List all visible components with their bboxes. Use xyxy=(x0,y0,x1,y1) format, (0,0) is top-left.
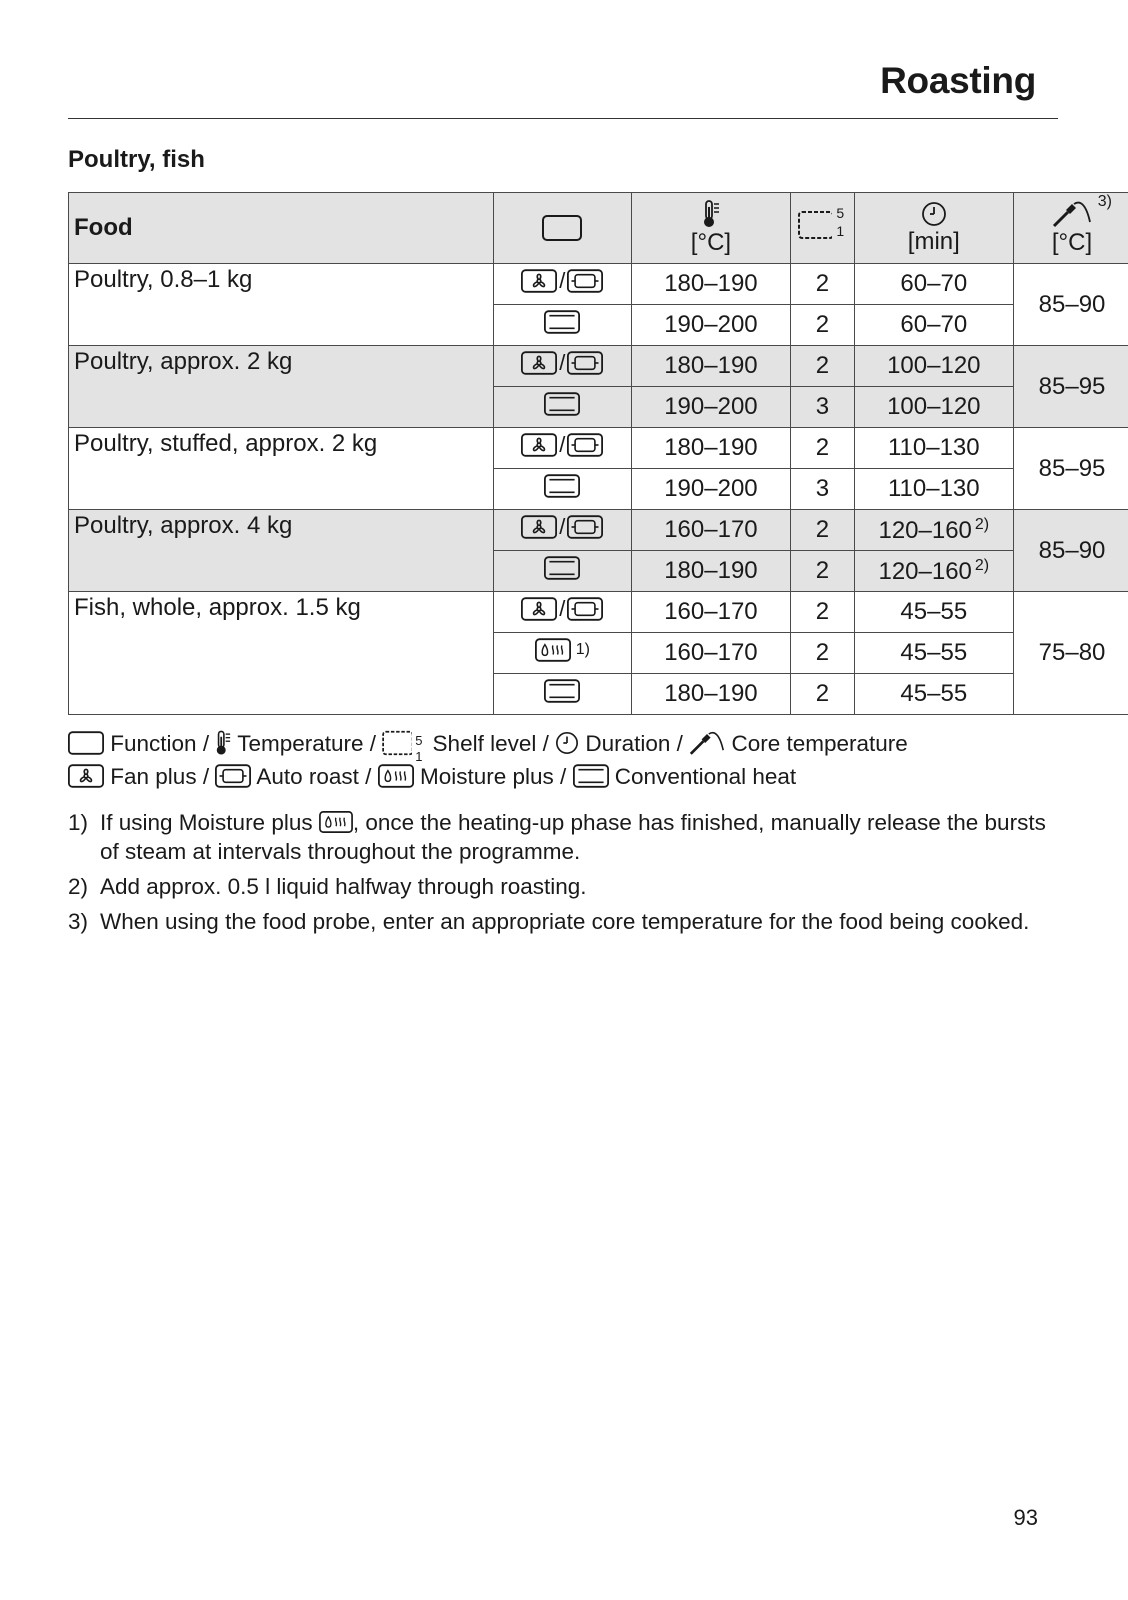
function-conventional-heat xyxy=(544,392,580,416)
food-cell: Poultry, stuffed, approx. 2 kg xyxy=(69,428,494,510)
conventional-heat-icon xyxy=(544,310,580,334)
thermometer-icon xyxy=(702,200,720,228)
moisture-plus-icon xyxy=(319,811,353,833)
temperature-cell: 180–190 xyxy=(631,551,791,592)
legend-conventional: Conventional heat xyxy=(614,764,797,789)
duration-value: 60–70 xyxy=(900,311,968,338)
temperature-cell: 160–170 xyxy=(631,510,791,551)
function-cell xyxy=(494,387,632,428)
duration-value: 110–130 xyxy=(887,475,980,502)
page-title: Roasting xyxy=(880,60,1036,101)
footnote-text-part: , once the heating-up phase has finished, manually release the bursts of steam at intervals throughout the programme. xyxy=(100,810,1046,864)
duration-value: 45–55 xyxy=(900,598,968,625)
header-duration xyxy=(854,193,1014,264)
header-shelf xyxy=(791,193,854,264)
footnote-ref: 2) xyxy=(974,556,990,574)
function-cell xyxy=(494,510,632,551)
slash: / xyxy=(559,514,566,539)
header-function xyxy=(494,193,632,264)
core-temperature-cell: 75–80 xyxy=(1014,592,1128,715)
food-cell: Poultry, approx. 2 kg xyxy=(69,346,494,428)
function-fan-plus-auto-roast xyxy=(521,596,603,622)
function-conventional-heat xyxy=(544,310,580,334)
function-icon xyxy=(68,731,104,755)
legend-core: Core temperature xyxy=(731,731,908,756)
temperature-cell: 160–170 xyxy=(631,592,791,633)
header-rule xyxy=(68,118,1058,119)
core-temperature-cell: 85–90 xyxy=(1014,510,1128,592)
legend-shelf-bottom: 1 xyxy=(415,749,423,765)
duration-cell xyxy=(854,551,1014,592)
auto-roast-icon xyxy=(567,351,603,375)
shelf-cell: 3 xyxy=(791,469,854,510)
duration-value: 120–160 xyxy=(878,557,972,585)
duration-cell xyxy=(854,592,1014,633)
footnote-number: 3) xyxy=(68,909,89,934)
shelf-level-icon xyxy=(798,204,846,241)
duration-cell xyxy=(854,305,1014,346)
moisture-plus-icon xyxy=(378,764,414,788)
table-row xyxy=(69,428,1128,469)
thermometer-icon xyxy=(215,730,231,756)
table-header-row xyxy=(69,193,1128,264)
food-cell: Poultry, approx. 4 kg xyxy=(69,510,494,592)
footnote-number: 2) xyxy=(68,874,89,899)
section-title: Poultry, fish xyxy=(68,146,205,173)
shelf-cell: 2 xyxy=(791,264,854,305)
function-cell xyxy=(494,633,632,674)
shelf-cell: 2 xyxy=(791,428,854,469)
footnote-3 xyxy=(68,907,1058,936)
function-cell xyxy=(494,428,632,469)
auto-roast-icon xyxy=(567,597,603,621)
function-fan-plus-auto-roast xyxy=(521,268,603,294)
auto-roast-icon xyxy=(567,515,603,539)
auto-roast-icon xyxy=(567,433,603,457)
auto-roast-icon xyxy=(567,269,603,293)
slash: / xyxy=(559,596,566,621)
duration-cell xyxy=(854,633,1014,674)
fan-plus-icon xyxy=(521,351,557,375)
roasting-table xyxy=(68,192,1128,715)
legend-row-functions xyxy=(68,760,908,793)
shelf-cell: 2 xyxy=(791,510,854,551)
table-row xyxy=(69,346,1128,387)
function-fan-plus-auto-roast xyxy=(521,514,603,540)
shelf-level-icon xyxy=(382,729,426,765)
duration-value: 60–70 xyxy=(900,270,968,297)
duration-unit: [min] xyxy=(907,228,960,255)
table-row xyxy=(69,510,1128,551)
duration-cell xyxy=(854,469,1014,510)
slash: / xyxy=(559,432,566,457)
food-cell: Poultry, 0.8–1 kg xyxy=(69,264,494,346)
food-probe-icon xyxy=(689,730,725,756)
fan-plus-icon xyxy=(521,597,557,621)
legend xyxy=(68,727,908,793)
slash: / xyxy=(559,268,566,293)
conventional-heat-icon xyxy=(544,556,580,580)
fan-plus-icon xyxy=(68,764,104,788)
shelf-cell: 2 xyxy=(791,592,854,633)
duration-value: 120–160 xyxy=(878,516,972,544)
duration-cell xyxy=(854,510,1014,551)
duration-cell xyxy=(854,674,1014,715)
conventional-heat-icon xyxy=(573,764,609,788)
function-cell xyxy=(494,592,632,633)
fan-plus-icon xyxy=(521,515,557,539)
legend-duration: Duration / xyxy=(585,731,683,756)
fan-plus-icon xyxy=(521,269,557,293)
temperature-cell: 190–200 xyxy=(631,305,791,346)
function-cell xyxy=(494,469,632,510)
legend-moisture-plus: Moisture plus / xyxy=(419,764,567,789)
duration-cell xyxy=(854,264,1014,305)
shelf-bottom-label: 1 xyxy=(836,222,845,239)
duration-value: 100–120 xyxy=(887,352,981,379)
legend-shelf-top: 5 xyxy=(415,733,423,749)
function-moisture-plus xyxy=(535,638,590,662)
footnote-ref: 2) xyxy=(974,515,990,533)
core-temperature-cell: 85–95 xyxy=(1014,346,1128,428)
function-conventional-heat xyxy=(544,556,580,580)
duration-value: 110–130 xyxy=(887,434,980,461)
function-fan-plus-auto-roast xyxy=(521,432,603,458)
shelf-cell: 2 xyxy=(791,633,854,674)
clock-icon xyxy=(555,731,579,755)
function-conventional-heat xyxy=(544,679,580,703)
footnote-text-part: If using Moisture plus xyxy=(100,810,313,835)
shelf-cell: 3 xyxy=(791,387,854,428)
header-core-temperature xyxy=(1014,193,1128,264)
footnote-1 xyxy=(68,808,1058,866)
function-fan-plus-auto-roast xyxy=(521,350,603,376)
header-food: Food xyxy=(69,193,494,264)
footnote-text: When using the food probe, enter an appropriate core temperature for the food being cooked. xyxy=(100,909,1030,934)
duration-value: 45–55 xyxy=(900,639,968,666)
table-row xyxy=(69,592,1128,633)
conventional-heat-icon xyxy=(544,474,580,498)
temperature-cell: 190–200 xyxy=(631,387,791,428)
fan-plus-icon xyxy=(521,433,557,457)
conventional-heat-icon xyxy=(544,679,580,703)
table-row xyxy=(69,264,1128,305)
function-cell xyxy=(494,264,632,305)
duration-cell xyxy=(854,346,1014,387)
footnote-2 xyxy=(68,872,1058,901)
clock-icon xyxy=(921,201,947,227)
shelf-cell: 2 xyxy=(791,305,854,346)
page-number: 93 xyxy=(1013,1505,1038,1530)
function-icon xyxy=(542,215,582,241)
shelf-cell: 2 xyxy=(791,674,854,715)
duration-cell xyxy=(854,428,1014,469)
footnote-ref: 1) xyxy=(575,640,590,658)
core-unit: [°C] xyxy=(1051,229,1093,256)
auto-roast-icon xyxy=(215,764,251,788)
legend-shelf: Shelf level / xyxy=(432,731,549,756)
temperature-cell: 180–190 xyxy=(631,428,791,469)
legend-row-columns xyxy=(68,727,908,765)
temperature-cell: 190–200 xyxy=(631,469,791,510)
duration-value: 45–55 xyxy=(900,680,968,707)
shelf-cell: 2 xyxy=(791,346,854,387)
core-footnote-ref: 3) xyxy=(1097,193,1112,210)
duration-cell xyxy=(854,387,1014,428)
duration-value: 100–120 xyxy=(887,393,981,420)
legend-fan-plus: Fan plus / xyxy=(110,764,210,789)
shelf-cell: 2 xyxy=(791,551,854,592)
footnote-text xyxy=(100,808,1058,866)
conventional-heat-icon xyxy=(544,392,580,416)
temperature-unit: [°C] xyxy=(690,229,732,256)
moisture-plus-icon xyxy=(535,638,571,662)
temperature-cell: 180–190 xyxy=(631,264,791,305)
temperature-cell: 180–190 xyxy=(631,346,791,387)
legend-function: Function / xyxy=(110,731,210,756)
function-cell xyxy=(494,551,632,592)
food-probe-icon xyxy=(1052,200,1092,228)
function-cell xyxy=(494,346,632,387)
core-temperature-cell: 85–95 xyxy=(1014,428,1128,510)
legend-temperature: Temperature / xyxy=(237,731,377,756)
temperature-cell: 180–190 xyxy=(631,674,791,715)
footnote-number: 1) xyxy=(68,810,89,835)
function-cell xyxy=(494,674,632,715)
header-temperature xyxy=(631,193,791,264)
core-temperature-cell: 85–90 xyxy=(1014,264,1128,346)
legend-auto-roast: Auto roast / xyxy=(256,764,372,789)
slash: / xyxy=(559,350,566,375)
shelf-top-label: 5 xyxy=(836,204,845,221)
function-cell xyxy=(494,305,632,346)
footnotes xyxy=(68,808,1058,942)
footnote-text: Add approx. 0.5 l liquid halfway through roasting. xyxy=(100,874,587,899)
food-cell: Fish, whole, approx. 1.5 kg xyxy=(69,592,494,715)
temperature-cell: 160–170 xyxy=(631,633,791,674)
function-conventional-heat xyxy=(544,474,580,498)
